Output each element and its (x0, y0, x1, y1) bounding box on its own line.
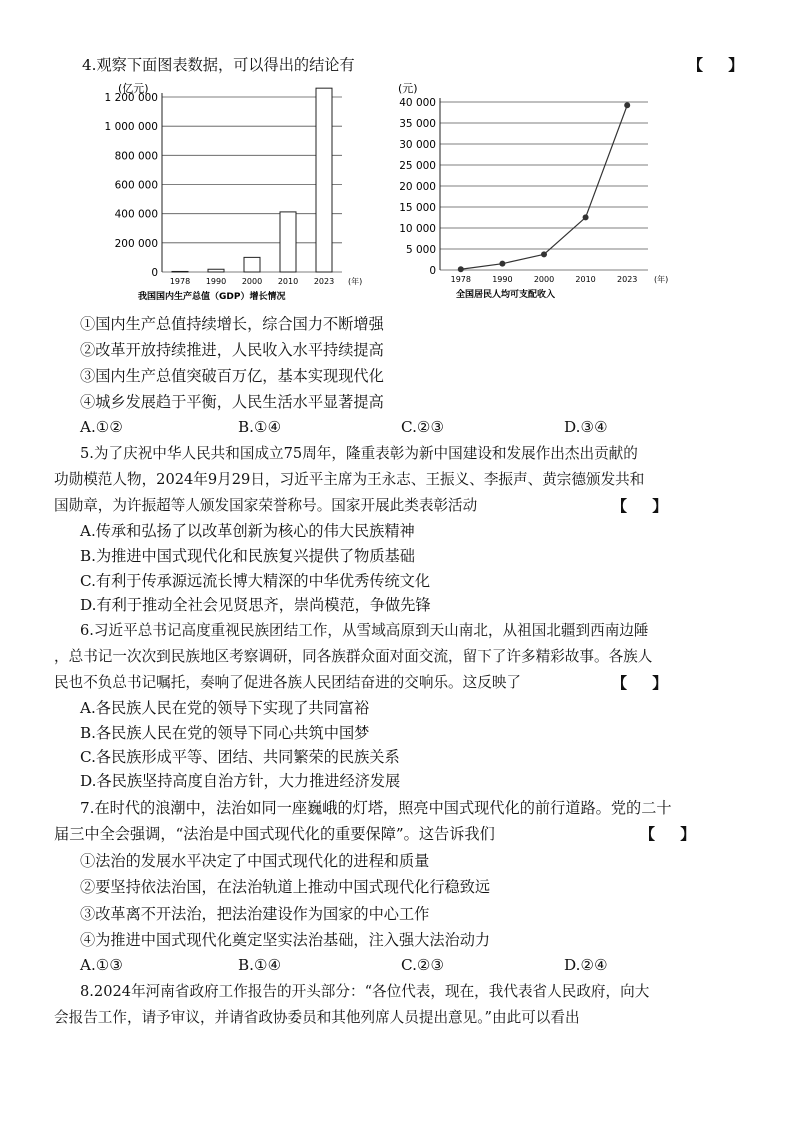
x-tick-label: 1990 (205, 277, 227, 286)
q6-answer-bracket[interactable]: 【 】 (612, 674, 678, 692)
q4-statement-1: ①国内生产总值持续增长，综合国力不断增强 (80, 315, 384, 333)
x-tick-label: 2000 (241, 277, 263, 286)
q8-stem-line-2: 会报告工作，请予审议，并请省政协委员和其他列席人员提出意见。”由此可以看出 (54, 1009, 580, 1026)
x-tick-label: 2010 (277, 277, 299, 286)
y-tick-label: 800 000 (114, 150, 158, 163)
y-tick-label: 5 000 (405, 244, 436, 256)
gdp-bar-chart (104, 82, 368, 304)
chart-title: 全国居民人均可支配收入 (456, 290, 556, 300)
data-point (624, 102, 630, 108)
q6-option-c[interactable]: C.各民族形成平等、团结、共同繁荣的民族关系 (80, 748, 400, 766)
y-tick-label: 200 000 (114, 237, 158, 250)
data-point (458, 266, 464, 272)
y-tick-label: 10 000 (399, 223, 436, 235)
y-tick-label: 15 000 (399, 202, 436, 214)
q5-option-d[interactable]: D.有利于推动全社会见贤思齐，崇尚模范，争做先锋 (80, 596, 431, 614)
q5-stem-line-3: 国勋章，为许振超等人颁发国家荣誉称号。国家开展此类表彰活动 (54, 497, 478, 514)
y-tick-label: 0 (429, 265, 436, 277)
y-tick-label: 25 000 (399, 160, 436, 172)
q8-stem-line-1: 8.2024年河南省政府工作报告的开头部分：“各位代表，现在，我代表省人民政府，向大 (80, 983, 650, 1000)
bar (208, 269, 224, 272)
q4-statement-4: ④城乡发展趋于平衡，人民生活水平显著提高 (80, 393, 384, 411)
q7-statement-1: ①法治的发展水平决定了中国式现代化的进程和质量 (80, 852, 430, 870)
bar (172, 271, 188, 272)
q4-statement-3: ③国内生产总值突破百万亿，基本实现现代化 (80, 367, 384, 385)
y-tick-label: 1 200 000 (104, 92, 158, 104)
q7-statement-2: ②要坚持依法治国，在法治轨道上推动中国式现代化行稳致远 (80, 878, 491, 896)
q5-option-c[interactable]: C.有利于传承源远流长博大精深的中华优秀传统文化 (80, 572, 431, 590)
q4-option-d[interactable]: D.③④ (564, 418, 608, 436)
q4-answer-bracket[interactable]: 【 】 (688, 56, 754, 74)
q6-stem-line-2: ，总书记一次次到民族地区考察调研，同各族群众面对面交流，留下了许多精彩故事。各族人 (54, 648, 653, 665)
x-unit-label: (年) (348, 277, 363, 286)
q7-option-b[interactable]: B.①④ (238, 956, 282, 974)
y-tick-label: 1 000 000 (104, 121, 158, 134)
data-point (583, 214, 589, 220)
series-line (461, 105, 627, 269)
q5-option-b[interactable]: B.为推进中国式现代化和民族复兴提供了物质基础 (80, 547, 415, 565)
q4-stem: 4.观察下面图表数据，可以得出的结论有 (82, 56, 355, 74)
q4-option-b[interactable]: B.①④ (238, 418, 282, 436)
x-tick-label: 2010 (575, 275, 596, 284)
x-tick-label: 1978 (450, 275, 471, 284)
bar (316, 88, 332, 272)
data-point (499, 261, 505, 267)
y-unit-label: (元) (398, 82, 418, 95)
q5-option-a[interactable]: A.传承和弘扬了以改革创新为核心的伟大民族精神 (80, 522, 415, 540)
y-tick-label: 35 000 (399, 118, 436, 130)
y-tick-label: 0 (151, 267, 158, 279)
q7-answer-bracket[interactable]: 【 】 (640, 825, 706, 843)
q7-statement-4: ④为推进中国式现代化奠定坚实法治基础，注入强大法治动力 (80, 931, 491, 949)
q6-option-a[interactable]: A.各民族人民在党的领导下实现了共同富裕 (80, 699, 370, 717)
q5-answer-bracket[interactable]: 【 】 (612, 497, 678, 515)
bar (244, 257, 260, 272)
x-unit-label: (年) (654, 275, 669, 284)
income-line-chart (396, 82, 696, 304)
q6-stem-line-1: 6.习近平总书记高度重视民族团结工作，从雪域高原到天山南北，从祖国北疆到西南边陲 (80, 622, 649, 639)
x-tick-label: 1990 (492, 275, 513, 284)
x-tick-label: 2000 (533, 275, 555, 284)
q5-stem-line-2: 功勋模范人物，2024年9月29日，习近平主席为王永志、王振义、李振声、黄宗德颁发共和 (54, 471, 645, 488)
chart-title: 我国国内生产总值（GDP）增长情况 (138, 292, 286, 302)
q7-stem-line-2: 届三中全会强调，“法治是中国式现代化的重要保障”。这告诉我们 (54, 825, 495, 843)
q4-option-c[interactable]: C.②③ (401, 418, 445, 436)
y-tick-label: 600 000 (114, 179, 158, 192)
x-tick-label: 1978 (169, 277, 191, 286)
bar (280, 212, 296, 272)
q4-statement-2: ②改革开放持续推进，人民收入水平持续提高 (80, 341, 384, 359)
q7-statement-3: ③改革离不开法治，把法治建设作为国家的中心工作 (80, 905, 430, 923)
q5-stem-line-1: 5.为了庆祝中华人民共和国成立75周年，隆重表彰为新中国建设和发展作出杰出贡献的 (80, 445, 638, 462)
x-tick-label: 2023 (313, 277, 335, 286)
q6-option-b[interactable]: B.各民族人民在党的领导下同心共筑中国梦 (80, 724, 370, 742)
q6-option-d[interactable]: D.各民族坚持高度自治方针，大力推进经济发展 (80, 772, 401, 790)
data-point (541, 251, 547, 257)
y-tick-label: 40 000 (399, 97, 436, 109)
q7-stem-line-1: 7.在时代的浪潮中，法治如同一座巍峨的灯塔，照亮中国式现代化的前行道路。党的二十 (80, 799, 672, 817)
y-tick-label: 20 000 (399, 181, 436, 193)
q7-option-d[interactable]: D.②④ (564, 956, 608, 974)
q6-stem-line-3: 民也不负总书记嘱托，奏响了促进各族人民团结奋进的交响乐。这反映了 (54, 674, 522, 691)
q7-option-c[interactable]: C.②③ (401, 956, 445, 974)
y-tick-label: 30 000 (399, 139, 436, 151)
y-tick-label: 400 000 (114, 208, 158, 221)
x-tick-label: 2023 (617, 275, 638, 284)
q7-option-a[interactable]: A.①③ (80, 956, 124, 974)
y-unit-label: (亿元) (118, 82, 149, 95)
q4-option-a[interactable]: A.①② (80, 418, 124, 436)
